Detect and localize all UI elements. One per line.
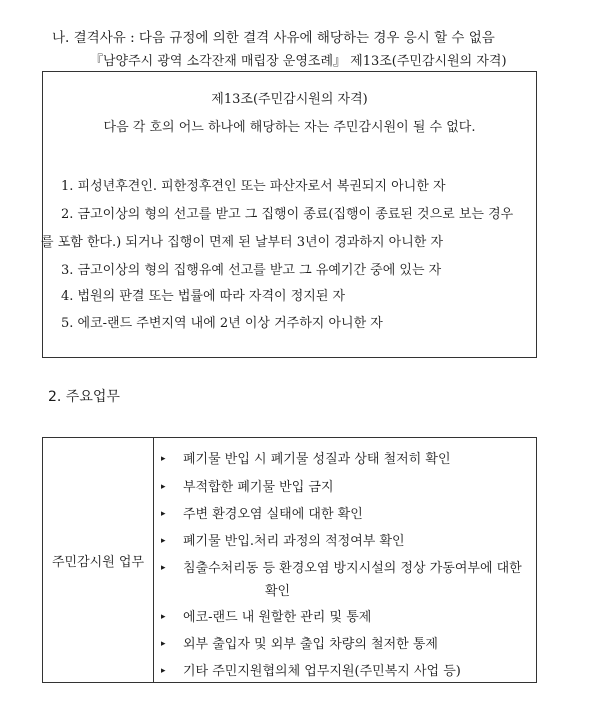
duty-item [161, 557, 522, 576]
section-subheading: 『남양주시 광역 소각잔재 매립장 운영조례』 제13조(주민감시원의 자격) [90, 54, 507, 69]
duty-item [161, 633, 438, 652]
section-heading: 나. 결격사유 : 다음 규정에 의한 결격 사유에 해당하는 경우 응시 할 수 없음 [52, 30, 495, 46]
rule-item-4: 4. 법원의 판결 또는 법률에 따라 자격이 정지된 자 [61, 289, 346, 304]
duty-item [161, 448, 451, 467]
duty-text: 폐기물 반입.처리 과정의 적정여부 확인 [183, 534, 405, 549]
bullet-icon: ▸ [161, 563, 166, 573]
rule-item-3: 3. 금고이상의 형의 집행유예 선고를 받고 그 유예기간 중에 있는 자 [61, 263, 442, 278]
duties-table [42, 437, 537, 683]
bullet-icon: ▸ [161, 612, 166, 622]
duty-item [161, 660, 461, 679]
duty-text: 외부 출입자 및 외부 출입 차량의 철저한 통제 [183, 637, 438, 652]
rule-item-5: 5. 에코-랜드 주변지역 내에 2년 이상 거주하지 아니한 자 [61, 316, 383, 331]
duty-text: 주변 환경오염 실태에 대한 확인 [183, 507, 363, 522]
duty-text: 기타 주민지원협의체 업무지원(주민복지 사업 등) [183, 664, 461, 679]
duty-item-continuation: 확인 [265, 584, 291, 599]
table-divider [153, 438, 154, 682]
bullet-icon: ▸ [161, 666, 166, 676]
duty-item [161, 606, 371, 625]
duty-text: 에코-랜드 내 원할한 관리 및 통제 [183, 610, 372, 625]
bullet-icon: ▸ [161, 639, 166, 649]
rule-item-1: 1. 피성년후견인. 피한정후견인 또는 파산자로서 복권되지 아니한 자 [61, 179, 446, 194]
rule-title: 제13조(주민감시원의 자격) [211, 92, 368, 107]
duties-heading: 2. 주요업무 [48, 389, 120, 405]
bullet-icon: ▸ [161, 482, 166, 492]
duty-text: 부적합한 폐기물 반입 금지 [183, 480, 334, 495]
bullet-icon: ▸ [161, 454, 166, 464]
rule-item-2-continuation: 를 포함 한다.) 되거나 집행이 면제 된 날부터 3년이 경과하지 아니한 자 [41, 235, 443, 250]
rule-intro: 다음 각 호의 어느 하나에 해당하는 자는 주민감시원이 될 수 없다. [103, 120, 476, 135]
duties-label: 주민감시원 업무 [51, 555, 145, 570]
duty-item [161, 530, 405, 549]
duty-item [161, 503, 363, 522]
duty-text: 폐기물 반입 시 폐기물 성질과 상태 철저히 확인 [183, 452, 451, 467]
duty-text: 침출수처리동 등 환경오염 방지시설의 정상 가동여부에 대한 [183, 561, 522, 576]
rule-box [42, 71, 537, 358]
bullet-icon: ▸ [161, 536, 166, 546]
bullet-icon: ▸ [161, 509, 166, 519]
rule-item-2: 2. 금고이상의 형의 선고를 받고 그 집행이 종료(집행이 종료된 것으로 보는 경우 [61, 207, 514, 222]
duty-item [161, 476, 334, 495]
